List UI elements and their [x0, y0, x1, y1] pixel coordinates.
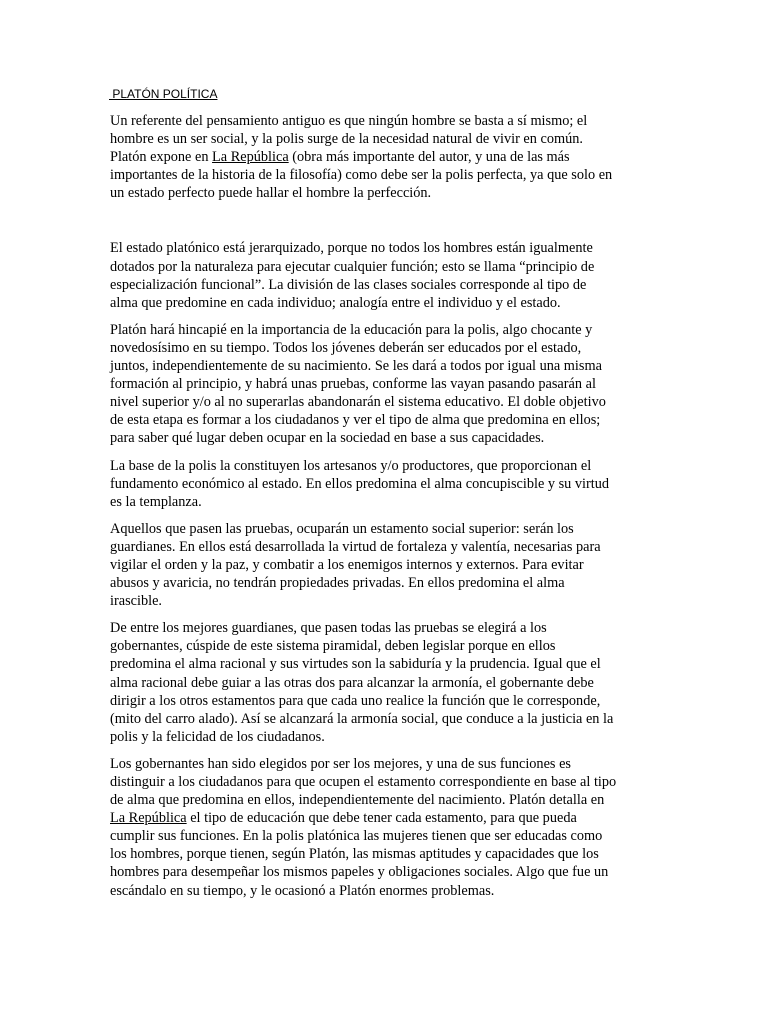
text-line — [110, 112, 670, 130]
text-line — [110, 429, 670, 447]
paragraph — [110, 321, 670, 448]
text-line — [110, 863, 670, 881]
text-line — [110, 357, 670, 375]
text-segment: Un referente del pensamiento antiguo es que ningún hombre se basta a sí mismo; el — [110, 113, 588, 129]
text-segment: de alma que predomina en ellos, independientemente del nacimiento. Platón detalla en — [110, 792, 605, 809]
text-segment: para saber qué lugar deben ocupar en la sociedad en base a sus capacidades. — [110, 430, 545, 447]
text-line — [110, 674, 670, 692]
text-line — [110, 791, 670, 809]
text-segment: Platón hará hincapié en la importancia de la educación para la polis, algo chocante y — [110, 321, 593, 338]
text-segment: irascible. — [110, 593, 163, 610]
text-line — [110, 457, 670, 475]
text-line — [110, 692, 670, 710]
text-line — [110, 809, 670, 827]
text-line — [110, 773, 670, 791]
book-title-link[interactable]: La República — [110, 810, 187, 827]
paragraph — [110, 112, 670, 202]
text-line — [110, 728, 670, 746]
text-line — [110, 556, 670, 574]
text-line — [110, 393, 670, 411]
text-segment: nivel superior y/o al no superarlas abandonarán el sistema educativo. El doble objetivo — [110, 394, 606, 411]
book-title-link[interactable]: La República — [212, 149, 289, 166]
text-line — [110, 637, 670, 655]
text-segment: hombre es un ser social, y la polis surge de la necesidad natural de vivir en común. — [110, 131, 583, 148]
text-segment: un estado perfecto puede hallar el hombre la perfección. — [110, 185, 432, 202]
text-segment: distinguir a los ciudadanos para que ocupen el estamento correspondiente en base al tipo — [110, 774, 617, 790]
text-segment: hombres para desempeñar los mismos papeles y obligaciones sociales. Algo que fue un — [110, 864, 609, 881]
text-line — [110, 375, 670, 393]
text-segment: La base de la polis la constituyen los artesanos y/o productores, que proporcionan el — [110, 457, 592, 474]
text-segment: juntos, independientemente de su nacimiento. Se les dará a todos por igual una misma — [110, 358, 602, 375]
paragraph — [110, 457, 670, 511]
text-segment: de esta etapa es formar a los ciudadanos y ver el tipo de alma que predomina en ellos; — [110, 412, 601, 429]
text-segment: (obra más importante del autor, y una de las más — [288, 149, 570, 166]
text-segment: novedosísimo en su tiempo. Todos los jóvenes deberán ser educados por el estado, — [110, 339, 582, 356]
text-line — [110, 475, 670, 493]
text-line — [110, 655, 670, 673]
text-line — [110, 574, 670, 592]
text-segment: cumplir sus funciones. En la polis platónica las mujeres tienen que ser educadas como — [110, 828, 603, 845]
text-segment: De entre los mejores guardianes, que pasen todas las pruebas se elegirá a los — [110, 620, 547, 637]
text-segment: El estado platónico está jerarquizado, porque no todos los hombres están igualmente — [110, 240, 593, 257]
paragraph — [110, 755, 670, 900]
text-line — [110, 538, 670, 556]
text-line — [110, 294, 670, 312]
text-line — [110, 493, 670, 511]
text-line — [110, 882, 670, 900]
text-line — [110, 411, 670, 429]
text-line — [110, 184, 670, 202]
text-line — [110, 276, 670, 294]
text-segment: formación al principio, y habrá unas pruebas, conforme las vayan pasando pasarán al — [110, 376, 596, 393]
text-line — [110, 619, 670, 637]
text-segment: importantes de la historia de la filosofía) como debe ser la polis perfecta, ya que solo en — [110, 167, 613, 184]
text-line — [110, 239, 670, 257]
text-line — [110, 755, 670, 773]
text-line — [110, 258, 670, 276]
text-segment: alma que predomine en cada individuo; analogía entre el individuo y el estado. — [110, 294, 561, 311]
text-line — [110, 827, 670, 845]
text-segment: (mito del carro alado). Así se alcanzará la armonía social, que conduce a la justicia en la — [110, 710, 614, 727]
text-segment: vigilar el orden y la paz, y combatir a los enemigos internos y externos. Para evitar — [110, 556, 584, 573]
document-body — [110, 112, 670, 909]
document-heading: PLATÓN POLÍTICA — [109, 87, 218, 101]
text-segment: gobernantes, cúspide de este sistema piramidal, deben legislar porque en ellos — [110, 638, 556, 655]
text-segment: los hombres, porque tienen, según Platón, las mismas aptitudes y capacidades que los — [110, 846, 599, 863]
text-segment: Aquellos que pasen las pruebas, ocuparán un estamento social superior: serán los — [110, 520, 574, 537]
text-line — [110, 845, 670, 863]
text-line — [110, 710, 670, 728]
text-line — [110, 339, 670, 357]
text-segment: es la templanza. — [110, 493, 202, 510]
text-segment: polis y la felicidad de los ciudadanos. — [110, 728, 325, 745]
text-segment: escándalo en su tiempo, y le ocasionó a Platón enormes problemas. — [110, 882, 495, 899]
text-segment: el tipo de educación que debe tener cada estamento, para que pueda — [186, 810, 577, 827]
text-segment: guardianes. En ellos está desarrollada la virtud de fortaleza y valentía, necesarias para — [110, 538, 601, 555]
text-segment: dirigir a los otros estamentos para que cada uno realice la función que le corresponde, — [110, 692, 601, 709]
paragraph — [110, 520, 670, 610]
text-segment: dotados por la naturaleza para ejecutar cualquier función; esto se llama “principio de — [110, 258, 595, 275]
text-segment: Platón expone en — [110, 149, 213, 166]
text-line — [110, 592, 670, 610]
text-line — [110, 148, 670, 166]
text-line — [110, 130, 670, 148]
text-line — [110, 321, 670, 339]
text-segment: especialización funcional”. La división de las clases sociales corresponde al tipo de — [110, 276, 587, 293]
text-segment: abusos y avaricia, no tendrán propiedades privadas. En ellos predomina el alma — [110, 575, 565, 592]
text-segment: Los gobernantes han sido elegidos por ser los mejores, y una de sus funciones es — [110, 755, 571, 772]
text-line — [110, 166, 670, 184]
text-segment: alma racional debe guiar a las otras dos para alcanzar la armonía, el gobernante debe — [110, 674, 594, 691]
text-line — [110, 520, 670, 538]
text-segment: predomina el alma racional y sus virtudes son la sabiduría y la prudencia. Igual que el — [110, 656, 601, 673]
paragraph — [110, 239, 670, 311]
text-segment: fundamento económico al estado. En ellos predomina el alma concupiscible y su virtud — [110, 475, 610, 492]
paragraph — [110, 619, 670, 746]
